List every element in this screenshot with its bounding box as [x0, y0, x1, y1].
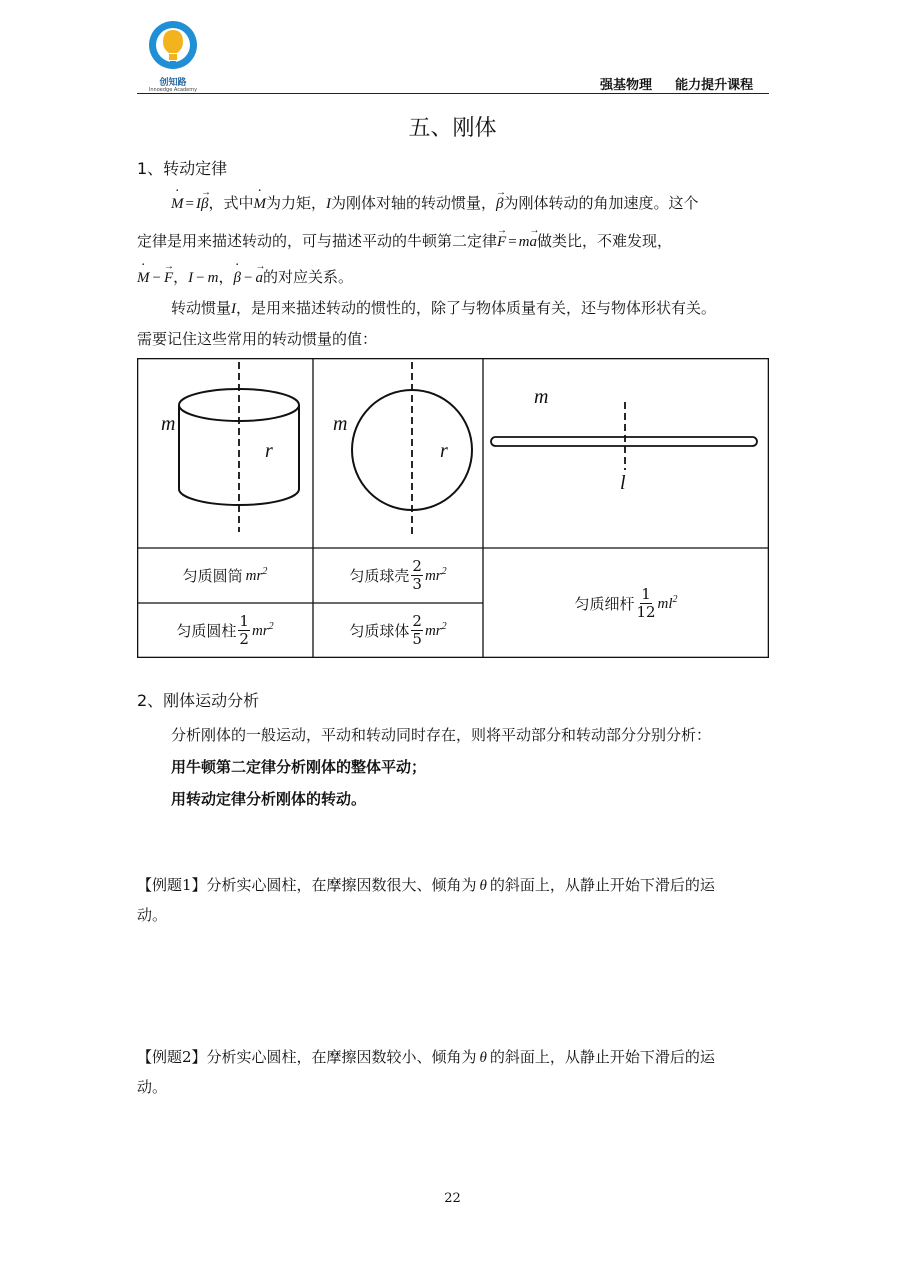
sphere-diagram	[313, 358, 483, 548]
cylinder-label-m: m	[161, 413, 176, 435]
example-1-line-2: 动。	[137, 906, 168, 924]
cylinder-shell-diagram	[137, 358, 313, 548]
symbol-M-dot: · M	[253, 189, 266, 219]
header-rule	[137, 93, 769, 94]
symbol-F-vec: → F	[164, 263, 173, 293]
text-frag: 做类比，不难发现，	[537, 232, 673, 250]
fraction-numerator: 1	[239, 612, 249, 630]
symbol-m: m	[518, 234, 530, 250]
symbol-beta-vec: → β	[201, 189, 208, 219]
inertia-formula: mr	[424, 623, 442, 639]
cylinder-label-r: r	[265, 440, 273, 462]
logo	[146, 20, 200, 92]
rod-label-l: l	[620, 472, 626, 494]
text-frag: 定律是用来描述转动的，可与描述平动的牛顿第二定律	[137, 232, 498, 250]
example-1-line-1	[137, 870, 715, 901]
fraction-denominator: 2	[239, 630, 249, 648]
lightbulb-logo-icon	[146, 20, 200, 76]
correspondence-I-m	[188, 270, 218, 286]
inertia-label: 匀质圆柱	[176, 622, 237, 640]
fraction-denominator: 3	[412, 575, 422, 593]
text-frag: 为力矩，	[265, 194, 326, 212]
text-frag: 的斜面上，从静止开始下滑后的运	[489, 1048, 715, 1066]
inertia-formula: mr	[251, 623, 269, 639]
section1-paragraph-2	[137, 226, 672, 257]
text-frag: 【例题2】分析实心圆柱，在摩擦因数较小、倾角为	[137, 1048, 477, 1066]
equation-newton-second	[497, 234, 537, 250]
text-frag: 转动惯量	[171, 299, 232, 317]
inertia-exponent: 2	[262, 566, 268, 577]
text-frag: 为刚体转动的角加速度。这个	[503, 194, 699, 212]
inertia-fraction	[238, 614, 250, 647]
symbol-a-vec: → a	[255, 263, 263, 293]
symbol-I: I	[195, 196, 201, 212]
correspondence-beta-a	[233, 270, 262, 286]
section2-paragraph-3: 用转动定律分析刚体的转动。	[171, 790, 367, 808]
page-title: 五、刚体	[408, 116, 497, 141]
cell-solid-cylinder	[137, 603, 313, 658]
symbol-minus: −	[152, 270, 161, 286]
text-frag: 的对应关系。	[262, 268, 353, 286]
text-frag: 为刚体对轴的转动惯量，	[330, 194, 496, 212]
cell-cylinder-shell	[137, 548, 313, 603]
section1-paragraph-4	[171, 293, 716, 324]
inertia-fraction	[411, 559, 423, 592]
section2-heading: 2、刚体运动分析	[137, 691, 260, 710]
correspondence-M-F	[137, 270, 173, 286]
symbol-F-vec: → F	[497, 227, 506, 257]
inertia-fraction	[411, 614, 423, 647]
section2-paragraph-1: 分析刚体的一般运动，平动和转动同时存在，则将平动部分和转动部分分别分析：	[171, 726, 712, 744]
symbol-M-dot: · M	[171, 189, 184, 219]
header-label-course: 能力提升课程	[675, 78, 754, 93]
section1-paragraph-3	[137, 262, 353, 293]
inertia-label: 匀质圆筒	[182, 567, 243, 585]
fraction-denominator: 5	[412, 630, 422, 648]
symbol-eq: =	[185, 196, 194, 212]
symbol-beta-dot: · β	[233, 263, 240, 293]
symbol-a-vec: → a	[530, 227, 538, 257]
cell-solid-sphere	[313, 603, 483, 658]
symbol-I: I	[188, 270, 194, 286]
symbol-I: I	[325, 196, 331, 212]
example-2-line-1	[137, 1042, 715, 1073]
symbol-I: I	[231, 301, 237, 317]
text-frag: ，式中	[208, 194, 254, 212]
section2-paragraph-2: 用牛顿第二定律分析刚体的整体平动；	[171, 758, 427, 776]
inertia-formula: mr	[245, 568, 263, 584]
section1-heading: 1、转动定律	[137, 159, 228, 178]
symbol-M-dot: · M	[137, 263, 150, 293]
header-label-subject: 强基物理	[600, 78, 653, 93]
section1-paragraph-5: 需要记住这些常用的转动惯量的值：	[137, 330, 378, 348]
equation-rotation-law	[171, 196, 208, 212]
header-course-label	[600, 74, 753, 93]
example-2-line-2: 动。	[137, 1078, 168, 1096]
inertia-exponent: 2	[268, 621, 274, 632]
inertia-label: 匀质球壳	[349, 567, 410, 585]
inertia-table	[137, 358, 769, 658]
inertia-formula: mr	[424, 568, 442, 584]
text-frag: 【例题1】分析实心圆柱，在摩擦因数很大、倾角为	[137, 876, 477, 894]
sphere-label-m: m	[333, 413, 348, 435]
inertia-label: 匀质细杆	[574, 594, 635, 613]
symbol-m: m	[207, 270, 219, 286]
cell-sphere-shell	[313, 548, 483, 603]
fraction-numerator: 2	[412, 612, 422, 630]
inertia-exponent: 2	[441, 566, 447, 577]
symbol-theta: θ	[479, 1050, 487, 1066]
text-frag: ，	[218, 268, 234, 286]
symbol-eq: =	[508, 234, 517, 250]
text-frag: 的斜面上，从静止开始下滑后的运	[489, 876, 715, 894]
sphere-label-r: r	[440, 440, 448, 462]
symbol-beta-vec: → β	[496, 189, 503, 219]
symbol-minus: −	[243, 270, 253, 286]
fraction-numerator: 1	[641, 584, 651, 603]
section1-paragraph-1	[171, 188, 699, 219]
inertia-label: 匀质球体	[349, 622, 410, 640]
symbol-theta: θ	[479, 878, 487, 894]
page-number: 22	[444, 1191, 461, 1206]
fraction-denominator: 12	[636, 602, 656, 621]
text-frag: ，	[173, 268, 189, 286]
fraction-numerator: 2	[412, 557, 422, 575]
inertia-exponent: 2	[441, 621, 447, 632]
logo-subtext: Innoedge Academy	[148, 87, 198, 93]
inertia-formula: ml	[657, 595, 673, 612]
inertia-exponent: 2	[672, 593, 678, 605]
logo-text: 创知路	[159, 78, 187, 88]
thin-rod-diagram	[483, 358, 769, 548]
rod-label-m: m	[534, 386, 549, 408]
text-frag: ，是用来描述转动的惯性的，除了与物体质量有关，还与物体形状有关。	[236, 299, 717, 317]
inertia-fraction	[636, 584, 656, 621]
cell-thin-rod	[483, 548, 769, 658]
symbol-minus: −	[196, 270, 205, 286]
